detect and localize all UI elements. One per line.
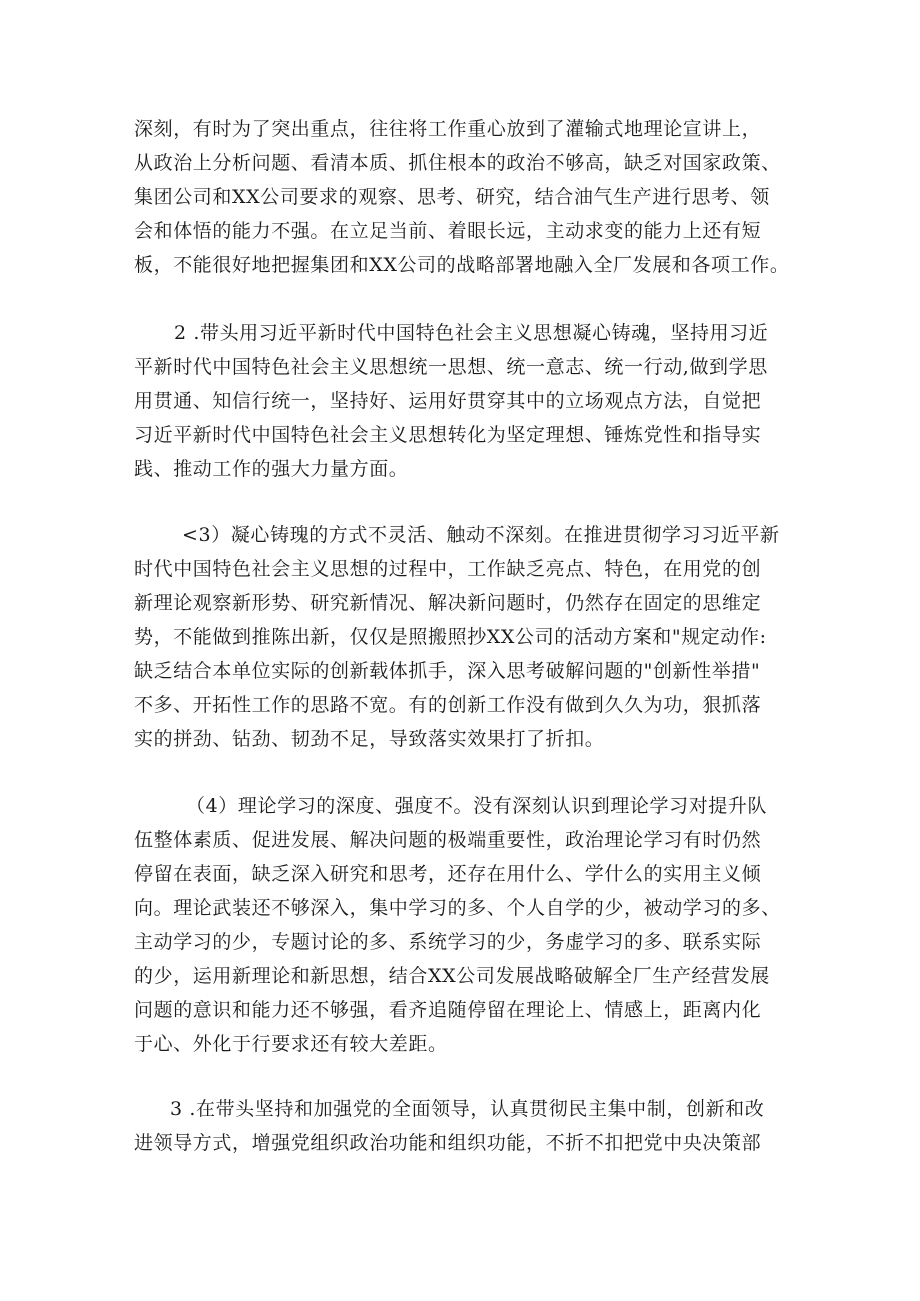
text-line: 停留在表面，缺乏深入研究和思考，还存在用什么、学什么的实用主义倾 [134, 863, 762, 885]
text-line: 问题的意识和能力还不够强，看齐追随停留在理论上、情感上，距离内化 [134, 999, 762, 1021]
text-line: 实的拼劲、钻劲、韧劲不足，导致落实效果打了折扣。 [134, 728, 605, 750]
text-line: 用贯通、知信行统一，坚持好、运用好贯穿其中的立场观点方法，自觉把 [134, 390, 762, 412]
text-line: 会和体悟的能力不强。在立足当前、着眼长远，主动求变的能力上还有短 [134, 220, 762, 242]
paragraph-continuation [134, 112, 794, 282]
text-line: 的少，运用新理论和新思想，结合XX公司发展战略破解全厂生产经营发展 [134, 965, 770, 987]
text-line: 从政治上分析问题、看清本质、抓住根本的政治不够高，缺乏对国家政策、 [134, 152, 781, 174]
text-line: （4）理论学习的深度、强度不。没有深刻认识到理论学习对提升队 [186, 795, 768, 817]
text-line: <3）凝心铸瑰的方式不灵活、触动不深刻。在推进贯彻学习习近平新 [182, 524, 780, 546]
paragraph-section-3 [134, 1092, 794, 1160]
text-line: 缺乏结合本单位实际的创新载体抓手，深入思考破解问题的"创新性举措" [134, 660, 761, 682]
text-line: 伍整体素质、促进发展、解决问题的极端重要性，政治理论学习有时仍然 [134, 829, 762, 851]
text-line: 深刻，有时为了突出重点，往往将工作重心放到了灌输式地理论宣讲上， [134, 118, 762, 140]
text-line: 3 .在带头坚持和加强党的全面领导，认真贯彻民主集中制，创新和改 [170, 1098, 765, 1120]
text-line: 势，不能做到推陈出新，仅仅是照搬照抄XX公司的活动方案和"规定动作: [134, 626, 767, 648]
text-line: 新理论观察新形势、研究新情况、解决新问题时，仍然存在固定的思维定 [134, 592, 762, 614]
text-line: 践、推动工作的强大力量方面。 [134, 458, 409, 480]
text-line: 平新时代中国特色社会主义思想统一思想、统一意志、统一行动,做到学思 [134, 356, 768, 378]
paragraph-item-3 [134, 518, 794, 756]
text-line: 习近平新时代中国特色社会主义思想转化为坚定理想、锤炼党性和指导实 [134, 424, 762, 446]
text-line: 进领导方式，增强党组织政治功能和组织功能，不折不扣把党中央决策部 [134, 1132, 762, 1154]
text-line: 不多、开拓性工作的思路不宽。有的创新工作没有做到久久为功，狠抓落 [134, 694, 762, 716]
text-line: 时代中国特色社会主义思想的过程中，工作缺乏亮点、特色，在用党的创 [134, 558, 762, 580]
text-line: 集团公司和XX公司要求的观察、思考、研究，结合油气生产进行思考、领 [134, 186, 770, 208]
text-line: 于心、外化于行要求还有较大差距。 [134, 1033, 448, 1055]
paragraph-section-2 [134, 316, 794, 486]
text-line: 向。理论武装还不够深入，集中学习的多、个人自学的少，被动学习的多、 [134, 897, 781, 919]
paragraph-item-4 [134, 789, 794, 1061]
text-line: 2 .带头用习近平新时代中国特色社会主义思想凝心铸魂，坚持用习近 [174, 322, 769, 344]
text-line: 板，不能很好地把握集团和XX公司的战略部署地融入全厂发展和各项工作。 [134, 254, 790, 276]
text-line: 主动学习的少，专题讨论的多、系统学习的少，务虚学习的多、联系实际 [134, 931, 762, 953]
